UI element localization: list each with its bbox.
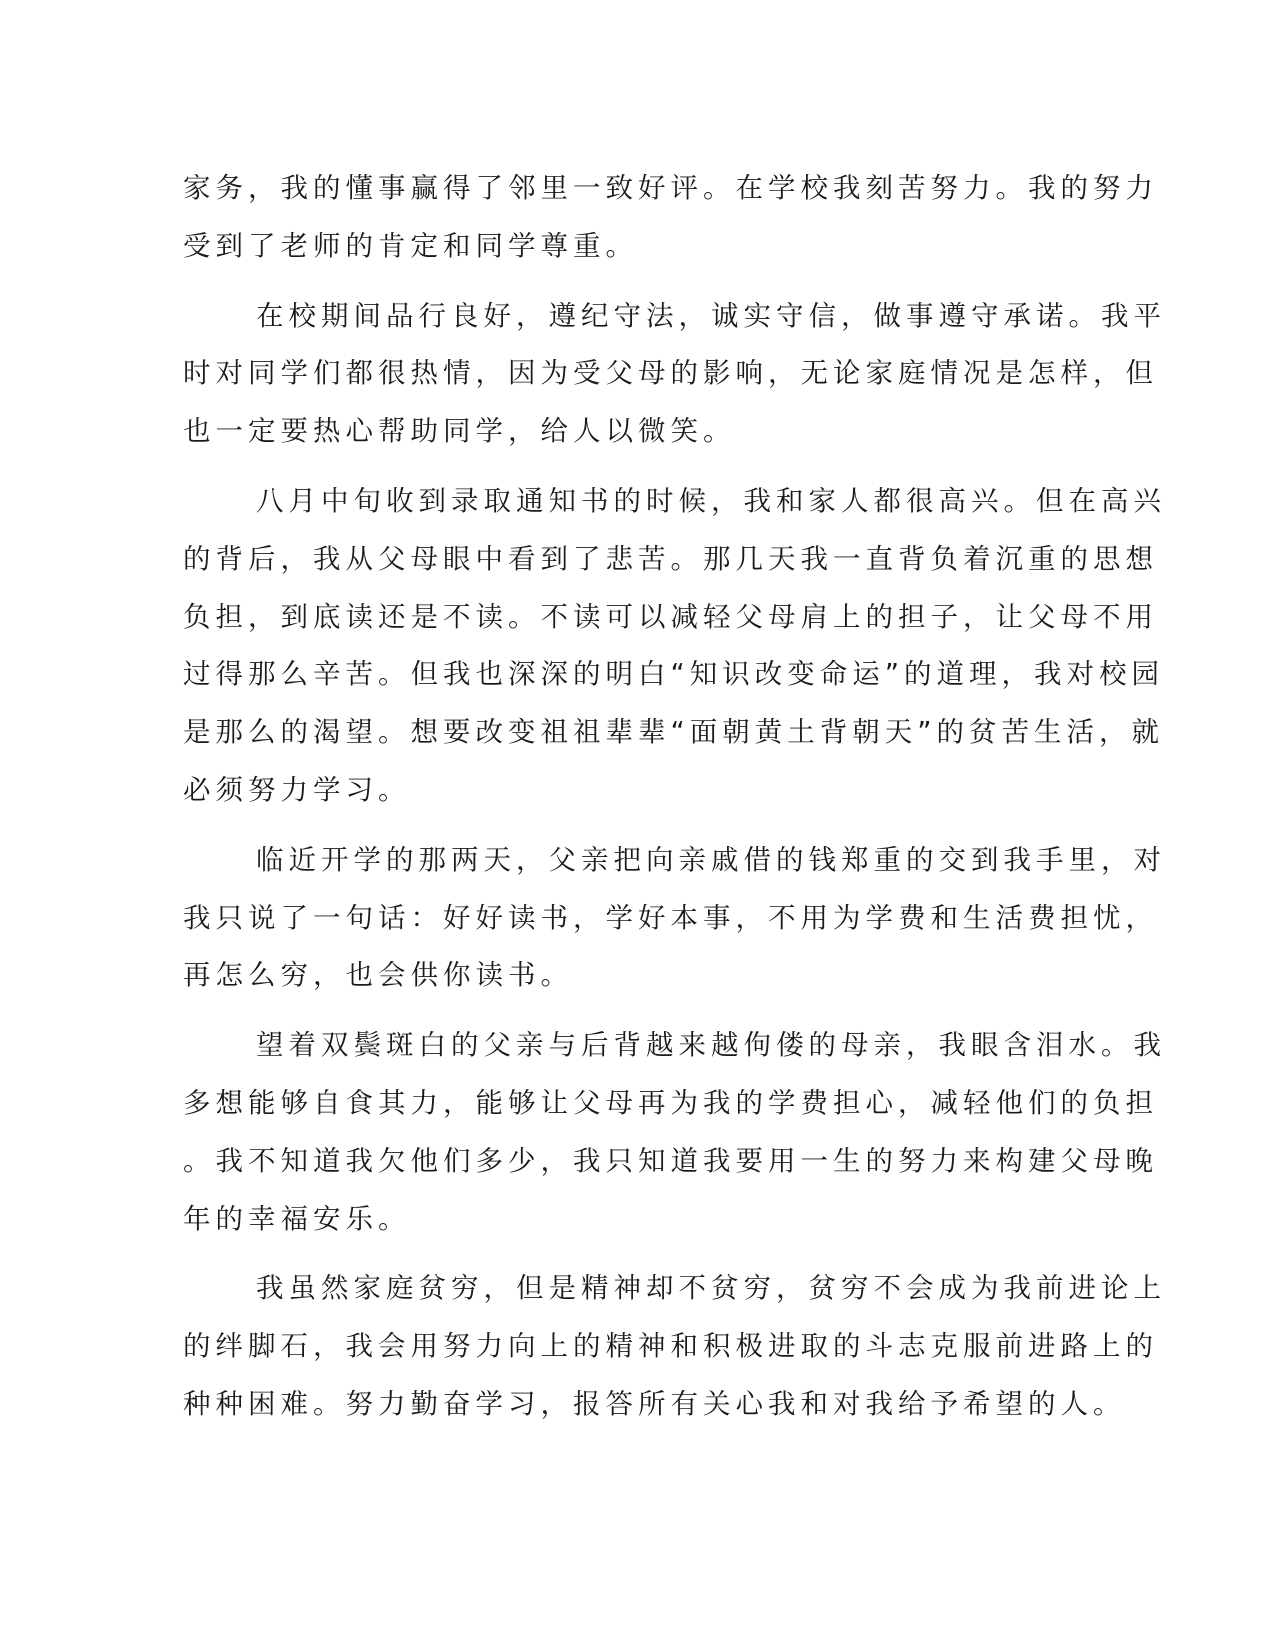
paragraph-line: 种种困难。努力勤奋学习，报答所有关心我和对我给予希望的人。 <box>183 1387 1126 1420</box>
paragraph-line: 的绊脚石，我会用努力向上的精神和积极进取的斗志克服前进路上的 <box>183 1330 1158 1363</box>
paragraph-line: 时对同学们都很热情，因为受父母的影响，无论家庭情况是怎样，但 <box>183 357 1158 390</box>
paragraph-line: 多想能够自食其力，能够让父母再为我的学费担心，减轻他们的负担 <box>183 1086 1158 1119</box>
paragraph-4 <box>183 832 1166 1005</box>
paragraph-spacer <box>183 820 1043 832</box>
paragraph-line: 临近开学的那两天，父亲把向亲戚借的钱郑重的交到我手里，对 <box>256 843 1166 876</box>
paragraph-line: 再怎么穷，也会供你读书。 <box>183 959 573 992</box>
paragraph-spacer <box>183 461 1043 473</box>
paragraph-spacer <box>183 1248 1043 1260</box>
paragraph-line: 负担，到底读还是不读。不读可以减轻父母肩上的担子，让父母不用 <box>183 600 1158 633</box>
paragraph-line: 也一定要热心帮助同学，给人以微笑。 <box>183 415 736 448</box>
paragraph-6 <box>183 1260 1166 1433</box>
paragraph-line: 必须努力学习。 <box>183 773 411 806</box>
paragraph-line: 我虽然家庭贫穷，但是精神却不贫穷，贫穷不会成为我前进论上 <box>256 1272 1166 1305</box>
document-body <box>183 160 1166 1434</box>
paragraph-line: 家务，我的懂事赢得了邻里一致好评。在学校我刻苦努力。我的努力 <box>183 172 1158 204</box>
paragraph-1 <box>183 160 1158 276</box>
paragraph-line: 的背后，我从父母眼中看到了悲苦。那几天我一直背负着沉重的思想 <box>183 542 1158 575</box>
paragraph-line: 是那么的渴望。想要改变祖祖辈辈“面朝黄土背朝天”的贫苦生活，就 <box>183 716 1164 749</box>
paragraph-line: 八月中旬收到录取通知书的时候，我和家人都很高兴。但在高兴 <box>256 484 1166 517</box>
paragraph-line: 。我不知道我欠他们多少，我只知道我要用一生的努力来构建父母晚 <box>183 1144 1158 1177</box>
paragraph-line: 过得那么辛苦。但我也深深的明白“知识改变命运”的道理，我对校园 <box>183 658 1164 691</box>
paragraph-3 <box>183 473 1166 820</box>
paragraph-line: 我只说了一句话：好好读书，学好本事，不用为学费和生活费担忧， <box>183 901 1158 934</box>
paragraph-line: 年的幸福安乐。 <box>183 1202 411 1235</box>
paragraph-spacer <box>183 276 1043 288</box>
paragraph-5 <box>183 1017 1166 1248</box>
paragraph-line: 在校期间品行良好，遵纪守法，诚实守信，做事遵守承诺。我平 <box>256 299 1166 332</box>
paragraph-2 <box>183 288 1166 461</box>
paragraph-line: 受到了老师的肯定和同学尊重。 <box>183 229 638 262</box>
paragraph-line: 望着双鬓斑白的父亲与后背越来越佝偻的母亲，我眼含泪水。我 <box>256 1029 1166 1062</box>
paragraph-spacer <box>183 1005 1043 1017</box>
